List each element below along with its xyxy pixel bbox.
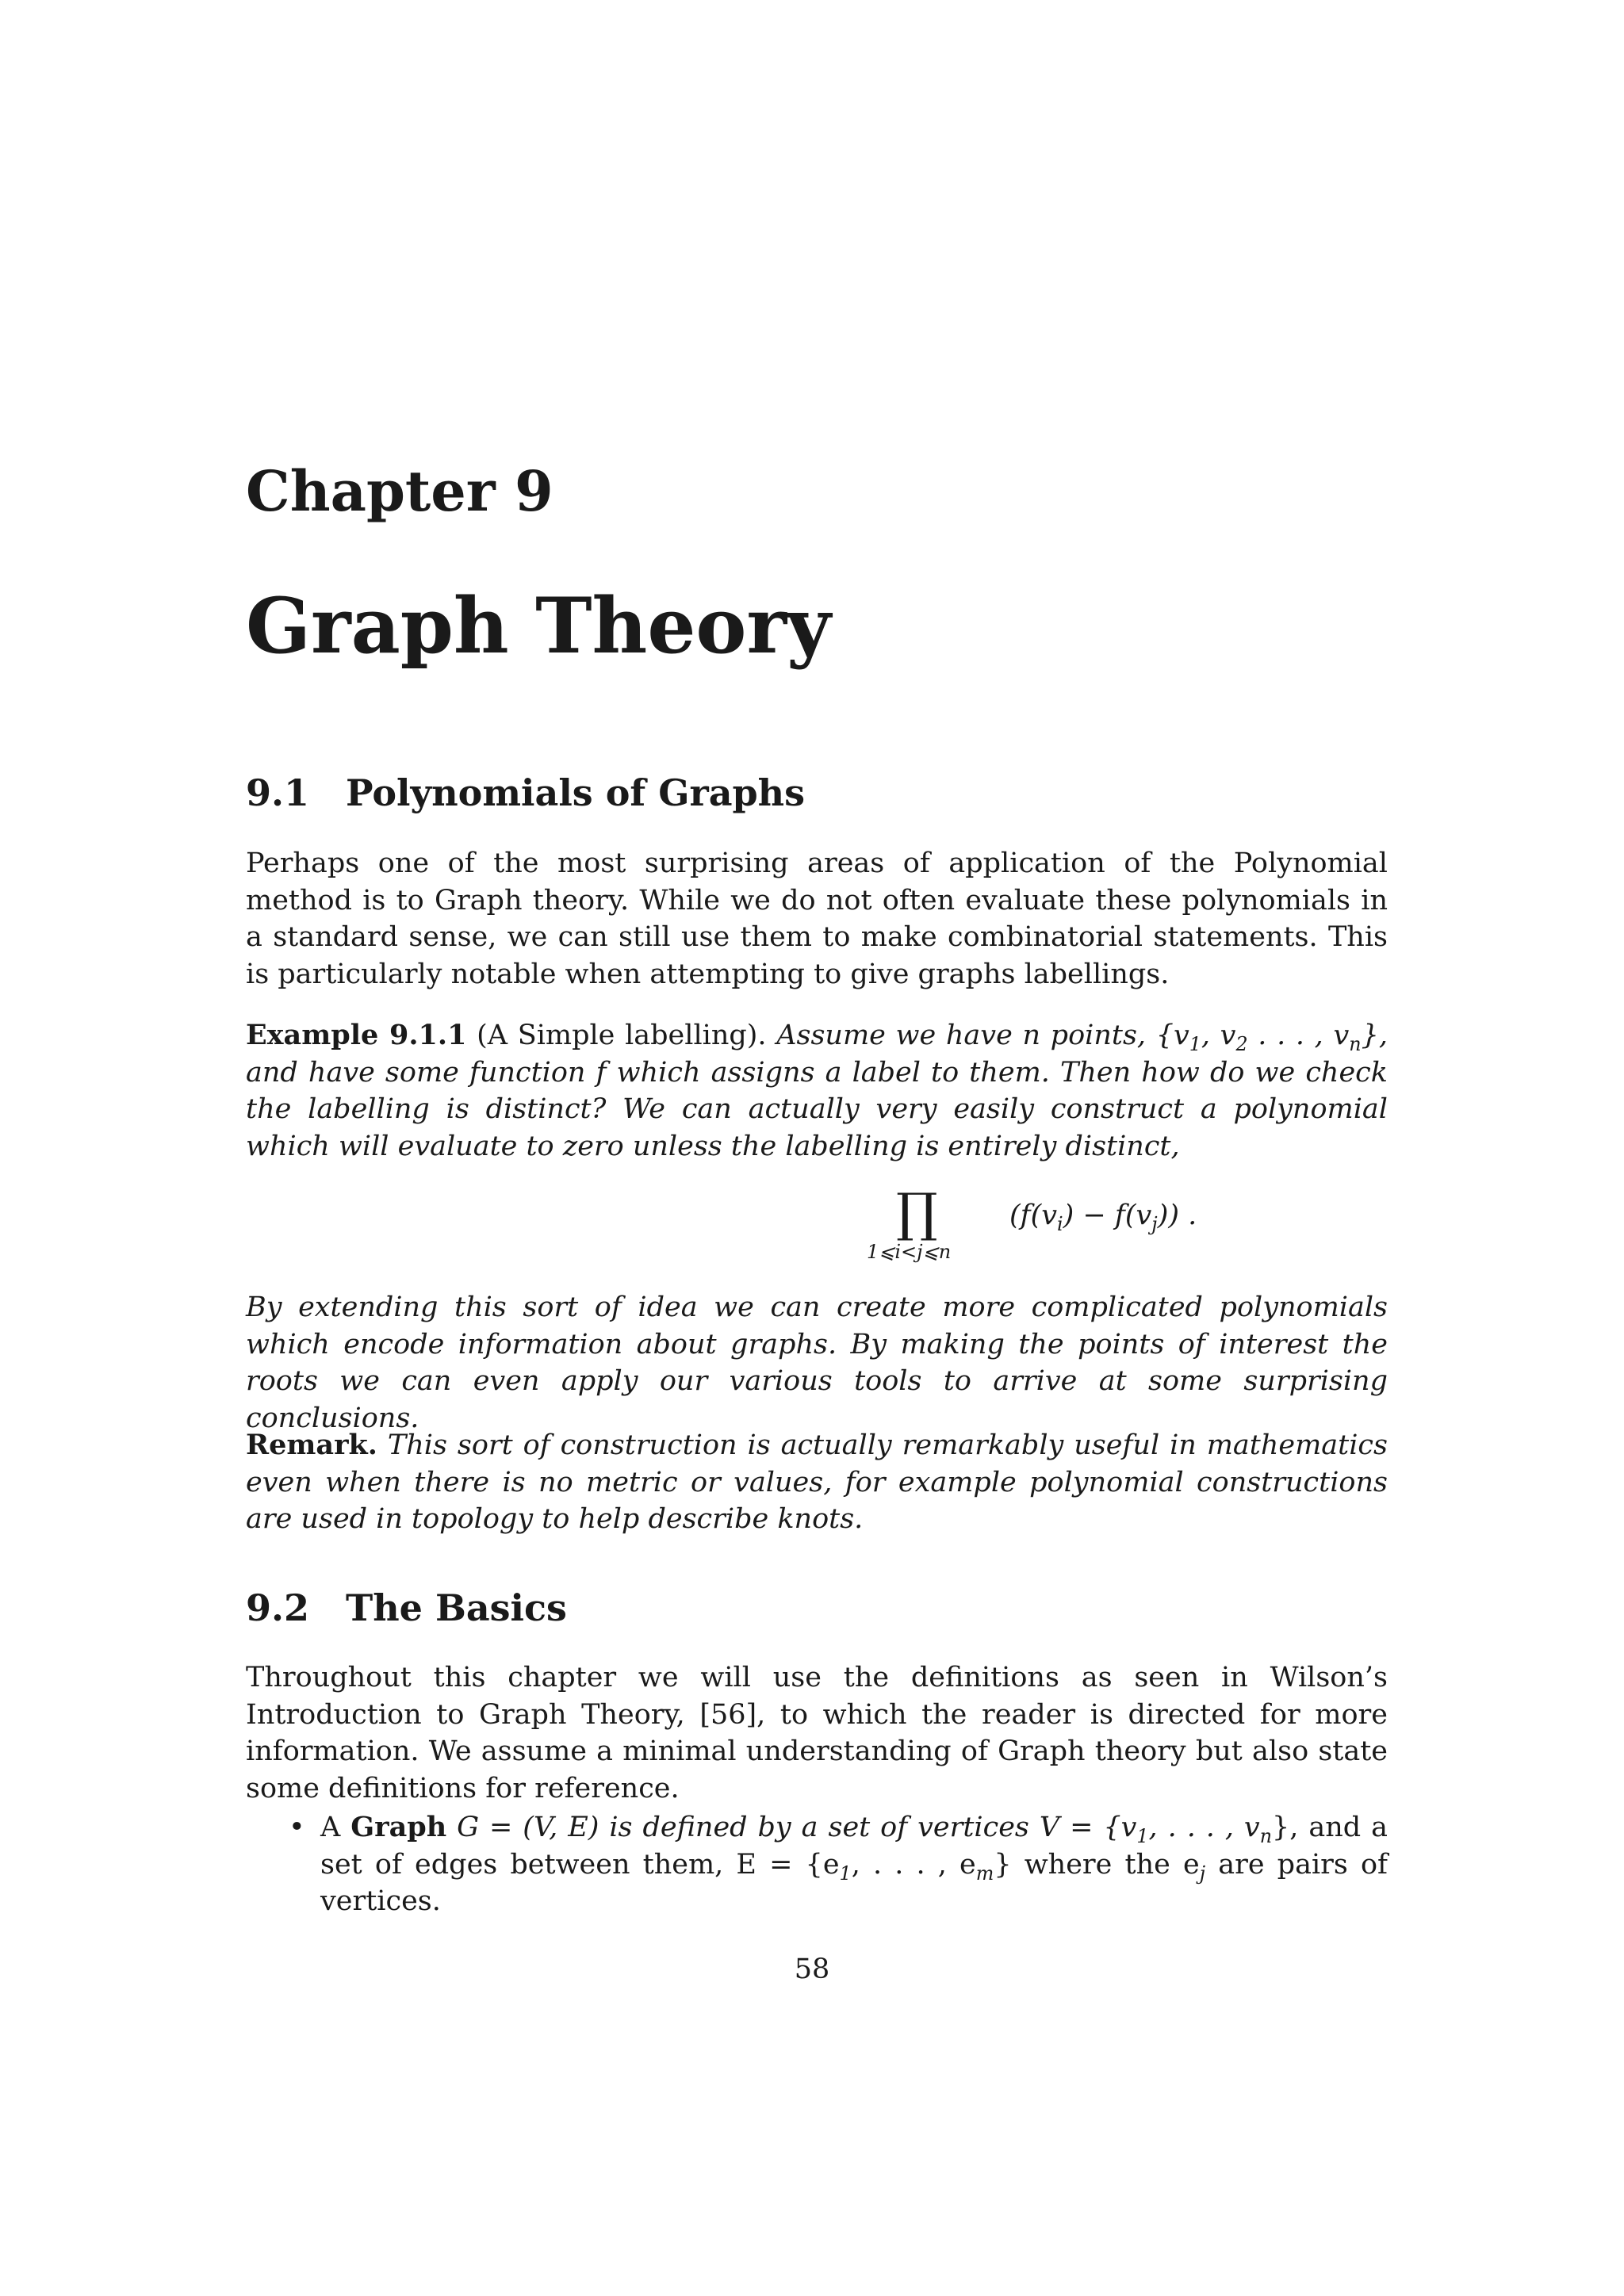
section-intro-paragraph: Perhaps one of the most surprising areas of application of the Polynomial method is to Graph theory. While we do not often evaluate these polynomials in a standard sense, we can still use them to make combinatorial statements. This is particularly notable when attempting to give graphs labellings. — [246, 848, 1388, 990]
subscript: 1 — [839, 1862, 852, 1885]
subscript: 1 — [1136, 1825, 1149, 1847]
definition-term: Graph — [350, 1811, 447, 1843]
subscript: m — [975, 1862, 994, 1885]
definition-fragment: , . . . , e — [851, 1848, 976, 1881]
subscript: n — [1259, 1825, 1273, 1847]
section-number: 9.1 — [246, 771, 310, 814]
section-heading-9-2 — [246, 1586, 1388, 1630]
definition-fragment: , . . . , v — [1148, 1812, 1260, 1843]
section-title: Polynomials of Graphs — [346, 771, 806, 814]
section-number: 9.2 — [246, 1586, 310, 1629]
product-body — [1009, 1197, 1197, 1234]
bullet-icon: • — [289, 1812, 305, 1843]
formula-text: (f(v — [1009, 1200, 1058, 1231]
definition-fragment: } where the e — [994, 1848, 1200, 1881]
example-label: Example 9.1.1 — [246, 1019, 467, 1051]
remark-label: Remark. — [246, 1429, 377, 1461]
formula-text: ) − f(v — [1063, 1200, 1152, 1231]
page-number: 58 — [794, 1954, 830, 1985]
section-title: The Basics — [346, 1586, 567, 1629]
remark-paragraph — [246, 1427, 1388, 1538]
subscript: 1 — [1189, 1033, 1201, 1055]
definition-fragment: A — [320, 1812, 351, 1843]
example-text: }, and have some function f which assigns a label to them. Then how do we check the labelling is distinct? We can actually very easily construct a polynomial which will evaluate to zero unless the labelling is entirely distinct, — [246, 1020, 1388, 1162]
basics-intro-paragraph: Throughout this chapter we will use the definitions as seen in Wilson’s Introduction to Graph Theory, [56], to which the reader is directed for more information. We assume a minimal understanding of Graph theory but also state some definitions for reference. — [246, 1662, 1388, 1804]
example-note: (A Simple labelling). — [477, 1020, 767, 1051]
subscript: j — [1199, 1862, 1206, 1885]
product-subscript: 1⩽i<j⩽n — [867, 1241, 952, 1263]
definition-text — [320, 1809, 1388, 1920]
example-text: , v — [1201, 1020, 1236, 1051]
definition-fragment: }, and a set of edges between them, E = {e — [320, 1812, 1388, 1881]
remark-text: This sort of construction is actually remarkably useful in mathematics even when there is no metric or values, for example polynomial constructions are used in topology to help describe knots. — [246, 1429, 1388, 1535]
product-formula — [246, 1182, 1388, 1272]
example-continuation: By extending this sort of idea we can create more complicated polynomials which encode information about graphs. By making the points of interest the roots we can even apply our various tools to arrive at some surprising conclusions. — [246, 1292, 1388, 1434]
subscript: 2 — [1235, 1033, 1248, 1055]
example-paragraph — [246, 1017, 1388, 1165]
chapter-label: Chapter 9 — [246, 458, 553, 524]
section-heading-9-1 — [246, 771, 1388, 815]
definition-fragment: G = (V, E) is defined by a set of vertices V = {v — [446, 1812, 1137, 1843]
subscript: i — [1057, 1213, 1063, 1235]
chapter-title: Graph Theory — [246, 581, 831, 671]
definition-fragment: are pairs of vertices. — [320, 1848, 1388, 1917]
example-text: . . . , v — [1247, 1020, 1350, 1051]
formula-text: )) . — [1157, 1200, 1197, 1231]
subscript: n — [1349, 1033, 1362, 1055]
example-text: Assume we have n points, {v — [776, 1020, 1189, 1051]
product-symbol: ∏ — [896, 1182, 938, 1243]
subscript: j — [1151, 1213, 1158, 1235]
